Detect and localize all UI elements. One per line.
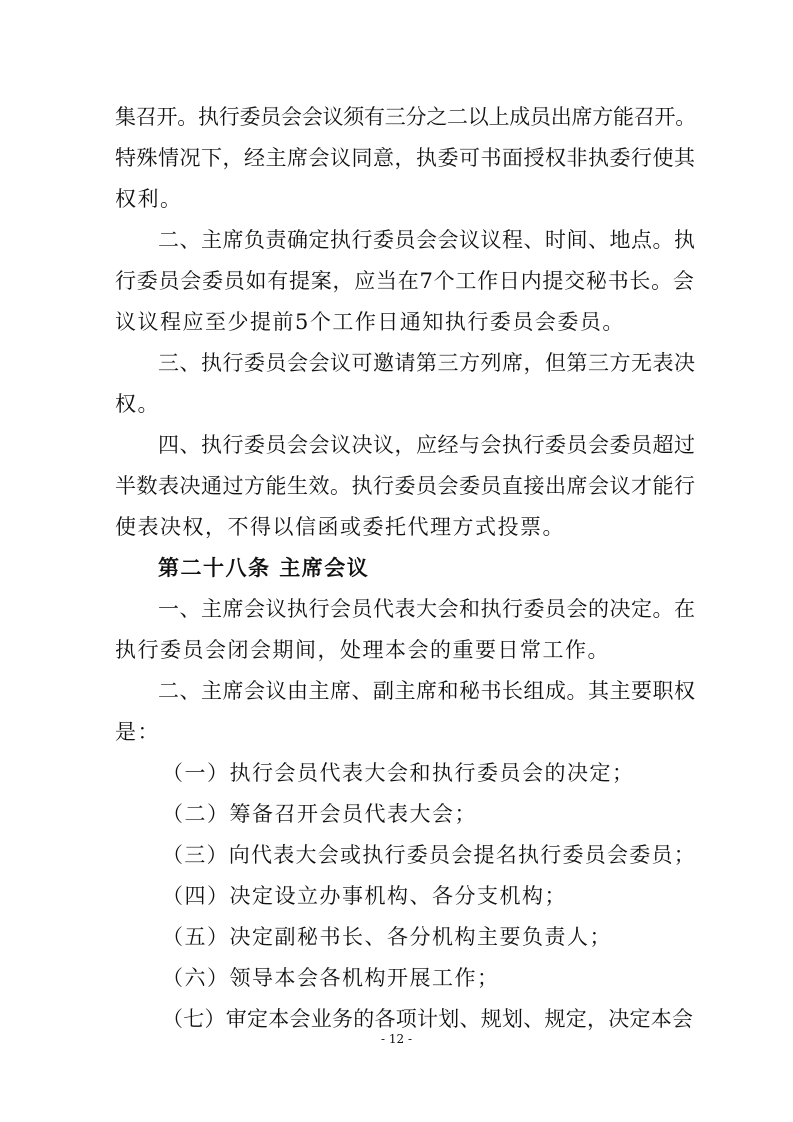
paragraph-line: 使表决权，不得以信函或委托代理方式投票。 <box>115 515 565 539</box>
paragraph-line: 四、执行委员会会议决议，应经与会执行委员会委员超过 <box>158 433 696 457</box>
paragraph-line: 三、执行委员会会议可邀请第三方列席，但第三方无表决 <box>158 351 696 375</box>
list-item: （六）领导本会各机构开展工作； <box>162 966 500 990</box>
list-item: （七）审定本会业务的各项计划、规划、规定，决定本会 <box>162 1007 694 1031</box>
list-item: （一）执行会员代表大会和执行委员会的决定； <box>162 761 635 785</box>
page-number: - 12 - <box>380 1032 412 1046</box>
paragraph-line: 特殊情况下，经主席会议同意，执委可书面授权非执委行使其 <box>115 146 696 170</box>
paragraph-line: 半数表决通过方能生效。执行委员会委员直接出席会议才能行 <box>115 474 696 498</box>
list-item: （四）决定设立办事机构、各分支机构； <box>162 884 567 908</box>
list-item: （五）决定副秘书长、各分机构主要负责人； <box>162 925 612 949</box>
paragraph-line: 行委员会委员如有提案，应当在7个工作日内提交秘书长。会 <box>115 269 695 293</box>
paragraph-line: 权。 <box>115 392 160 416</box>
list-item: （二）筹备召开会员代表大会； <box>162 802 477 826</box>
paragraph-line: 二、主席会议由主席、副主席和秘书长组成。其主要职权 <box>158 679 696 703</box>
paragraph-line: 议议程应至少提前5个工作日通知执行委员会委员。 <box>115 310 625 334</box>
paragraph-line: 一、主席会议执行会员代表大会和执行委员会的决定。在 <box>158 597 696 621</box>
paragraph-line: 二、主席负责确定执行委员会会议议程、时间、地点。执 <box>158 228 696 252</box>
paragraph-line: 权利。 <box>115 187 183 211</box>
paragraph-line: 是： <box>115 720 160 744</box>
list-item: （三）向代表大会或执行委员会提名执行委员会委员； <box>162 843 696 867</box>
paragraph-line: 集召开。执行委员会会议须有三分之二以上成员出席方能召开。 <box>115 105 696 129</box>
paragraph-line: 执行委员会闭会期间，处理本会的重要日常工作。 <box>115 638 610 662</box>
article-heading: 第二十八条 主席会议 <box>158 555 370 580</box>
